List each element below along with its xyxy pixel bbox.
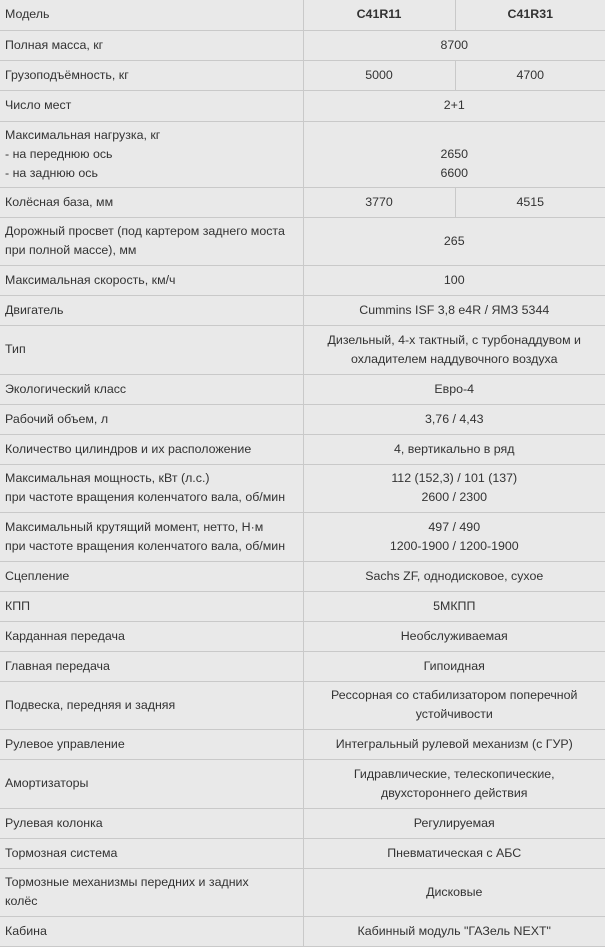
row-value: Регулируемая: [303, 808, 605, 838]
table-row: [0, 265, 605, 295]
table-row: [0, 434, 605, 464]
table-row: [0, 404, 605, 434]
row-label: Тормозная система: [0, 838, 303, 868]
row-value: Кабинный модуль "ГАЗель NEXT": [303, 916, 605, 946]
row-label: Двигатель: [0, 295, 303, 325]
row-label: Рулевое управление: [0, 729, 303, 759]
table-row: [0, 868, 605, 916]
row-value-line: двухстороннего действия: [381, 785, 528, 800]
row-label: Экологический класс: [0, 374, 303, 404]
row-label: Грузоподъёмность, кг: [0, 60, 303, 90]
table-row: [0, 808, 605, 838]
row-label-line: при полной массе), мм: [5, 243, 137, 257]
row-label: [0, 464, 303, 512]
row-value: 8700: [303, 30, 605, 60]
row-label: Главная передача: [0, 651, 303, 681]
row-label-line: колёс: [5, 894, 38, 908]
row-value: Пневматическая с АБС: [303, 838, 605, 868]
row-label-line: - на переднюю ось: [5, 146, 113, 161]
row-value-col1: 5000: [303, 60, 455, 90]
row-label-line: Дорожный просвет (под картером заднего моста: [5, 224, 285, 238]
table-row: [0, 187, 605, 217]
table-row: [0, 60, 605, 90]
row-value: 5МКПП: [303, 591, 605, 621]
row-value: Необслуживаемая: [303, 621, 605, 651]
row-value: Sachs ZF, однодисковое, сухое: [303, 561, 605, 591]
row-value-col1: 3770: [303, 187, 455, 217]
table-row: [0, 30, 605, 60]
row-label: Карданная передача: [0, 621, 303, 651]
row-value-line: 1200-1900 / 1200-1900: [389, 538, 519, 553]
row-value: Дисковые: [303, 868, 605, 916]
table-row: [0, 621, 605, 651]
row-label: Количество цилиндров и их расположение: [0, 434, 303, 464]
table-row: [0, 464, 605, 512]
row-value-line: охладителем наддувочного воздуха: [350, 351, 558, 366]
table-row: [0, 325, 605, 374]
row-label: [0, 512, 303, 561]
table-row: [0, 651, 605, 681]
table-row: [0, 121, 605, 187]
row-label: [0, 868, 303, 916]
row-value: [303, 464, 605, 512]
row-label: Сцепление: [0, 561, 303, 591]
row-value-line: Гидравлические, телескопические,: [353, 766, 555, 781]
row-value-line: Рессорная со стабилизатором поперечной: [331, 688, 578, 702]
row-label-line: Максимальная мощность, кВт (л.с.): [5, 471, 210, 485]
row-label-line: Тормозные механизмы передних и задних: [5, 875, 249, 889]
row-label-line: при частоте вращения коленчатого вала, об/мин: [5, 490, 286, 504]
row-value-line: 2650: [440, 146, 469, 161]
row-value: Интегральный рулевой механизм (с ГУР): [303, 729, 605, 759]
row-value: Евро-4: [303, 374, 605, 404]
table-row: [0, 374, 605, 404]
row-value: [303, 121, 605, 187]
table-row: [0, 561, 605, 591]
row-label: Тип: [0, 325, 303, 374]
row-value-line: 497 / 490: [428, 519, 481, 534]
header-col-c41r31: C41R31: [455, 0, 605, 30]
row-label: Рабочий объем, л: [0, 404, 303, 434]
row-label-line: Максимальный крутящий момент, нетто, Н·м: [5, 519, 264, 534]
table-row: [0, 681, 605, 729]
table-row: [0, 916, 605, 946]
row-label: [0, 121, 303, 187]
row-value: Гипоидная: [303, 651, 605, 681]
table-row: [0, 759, 605, 808]
row-label: Амортизаторы: [0, 759, 303, 808]
header-col-c41r11: C41R11: [303, 0, 455, 30]
row-value-col2: 4700: [455, 60, 605, 90]
row-label: КПП: [0, 591, 303, 621]
row-value-line: 6600: [440, 165, 469, 180]
row-value-line: 112 (152,3) / 101 (137): [391, 471, 518, 485]
table-row: [0, 512, 605, 561]
row-value: 2+1: [303, 90, 605, 121]
row-label-line: - на заднюю ось: [5, 165, 98, 180]
row-label-line: при частоте вращения коленчатого вала, об/мин: [5, 538, 286, 553]
table-row: [0, 217, 605, 265]
row-value: [303, 325, 605, 374]
row-value-col2: 4515: [455, 187, 605, 217]
row-label: [0, 217, 303, 265]
row-label: Колёсная база, мм: [0, 187, 303, 217]
row-label: Максимальная скорость, км/ч: [0, 265, 303, 295]
row-value: [303, 512, 605, 561]
row-value-line: 2600 / 2300: [421, 490, 487, 504]
row-value-line: устойчивости: [415, 707, 493, 721]
row-label: Подвеска, передняя и задняя: [0, 681, 303, 729]
table-row: [0, 591, 605, 621]
row-label: Рулевая колонка: [0, 808, 303, 838]
row-value: 100: [303, 265, 605, 295]
row-value-spacer: [309, 126, 601, 145]
row-value: 3,76 / 4,43: [303, 404, 605, 434]
table-row: [0, 838, 605, 868]
row-label: Число мест: [0, 90, 303, 121]
row-value: [303, 681, 605, 729]
row-value-line: Дизельный, 4-х тактный, с турбонаддувом и: [327, 332, 581, 347]
row-label-line: Максимальная нагрузка, кг: [5, 127, 161, 142]
row-label: Полная масса, кг: [0, 30, 303, 60]
row-value: Cummins ISF 3,8 e4R / ЯМЗ 5344: [303, 295, 605, 325]
table-header-row: [0, 0, 605, 30]
row-value: [303, 759, 605, 808]
table-row: [0, 90, 605, 121]
row-value: 4, вертикально в ряд: [303, 434, 605, 464]
table-row: [0, 295, 605, 325]
table-row: [0, 729, 605, 759]
row-value: 265: [303, 217, 605, 265]
header-model-label: Модель: [0, 0, 303, 30]
row-label: Кабина: [0, 916, 303, 946]
